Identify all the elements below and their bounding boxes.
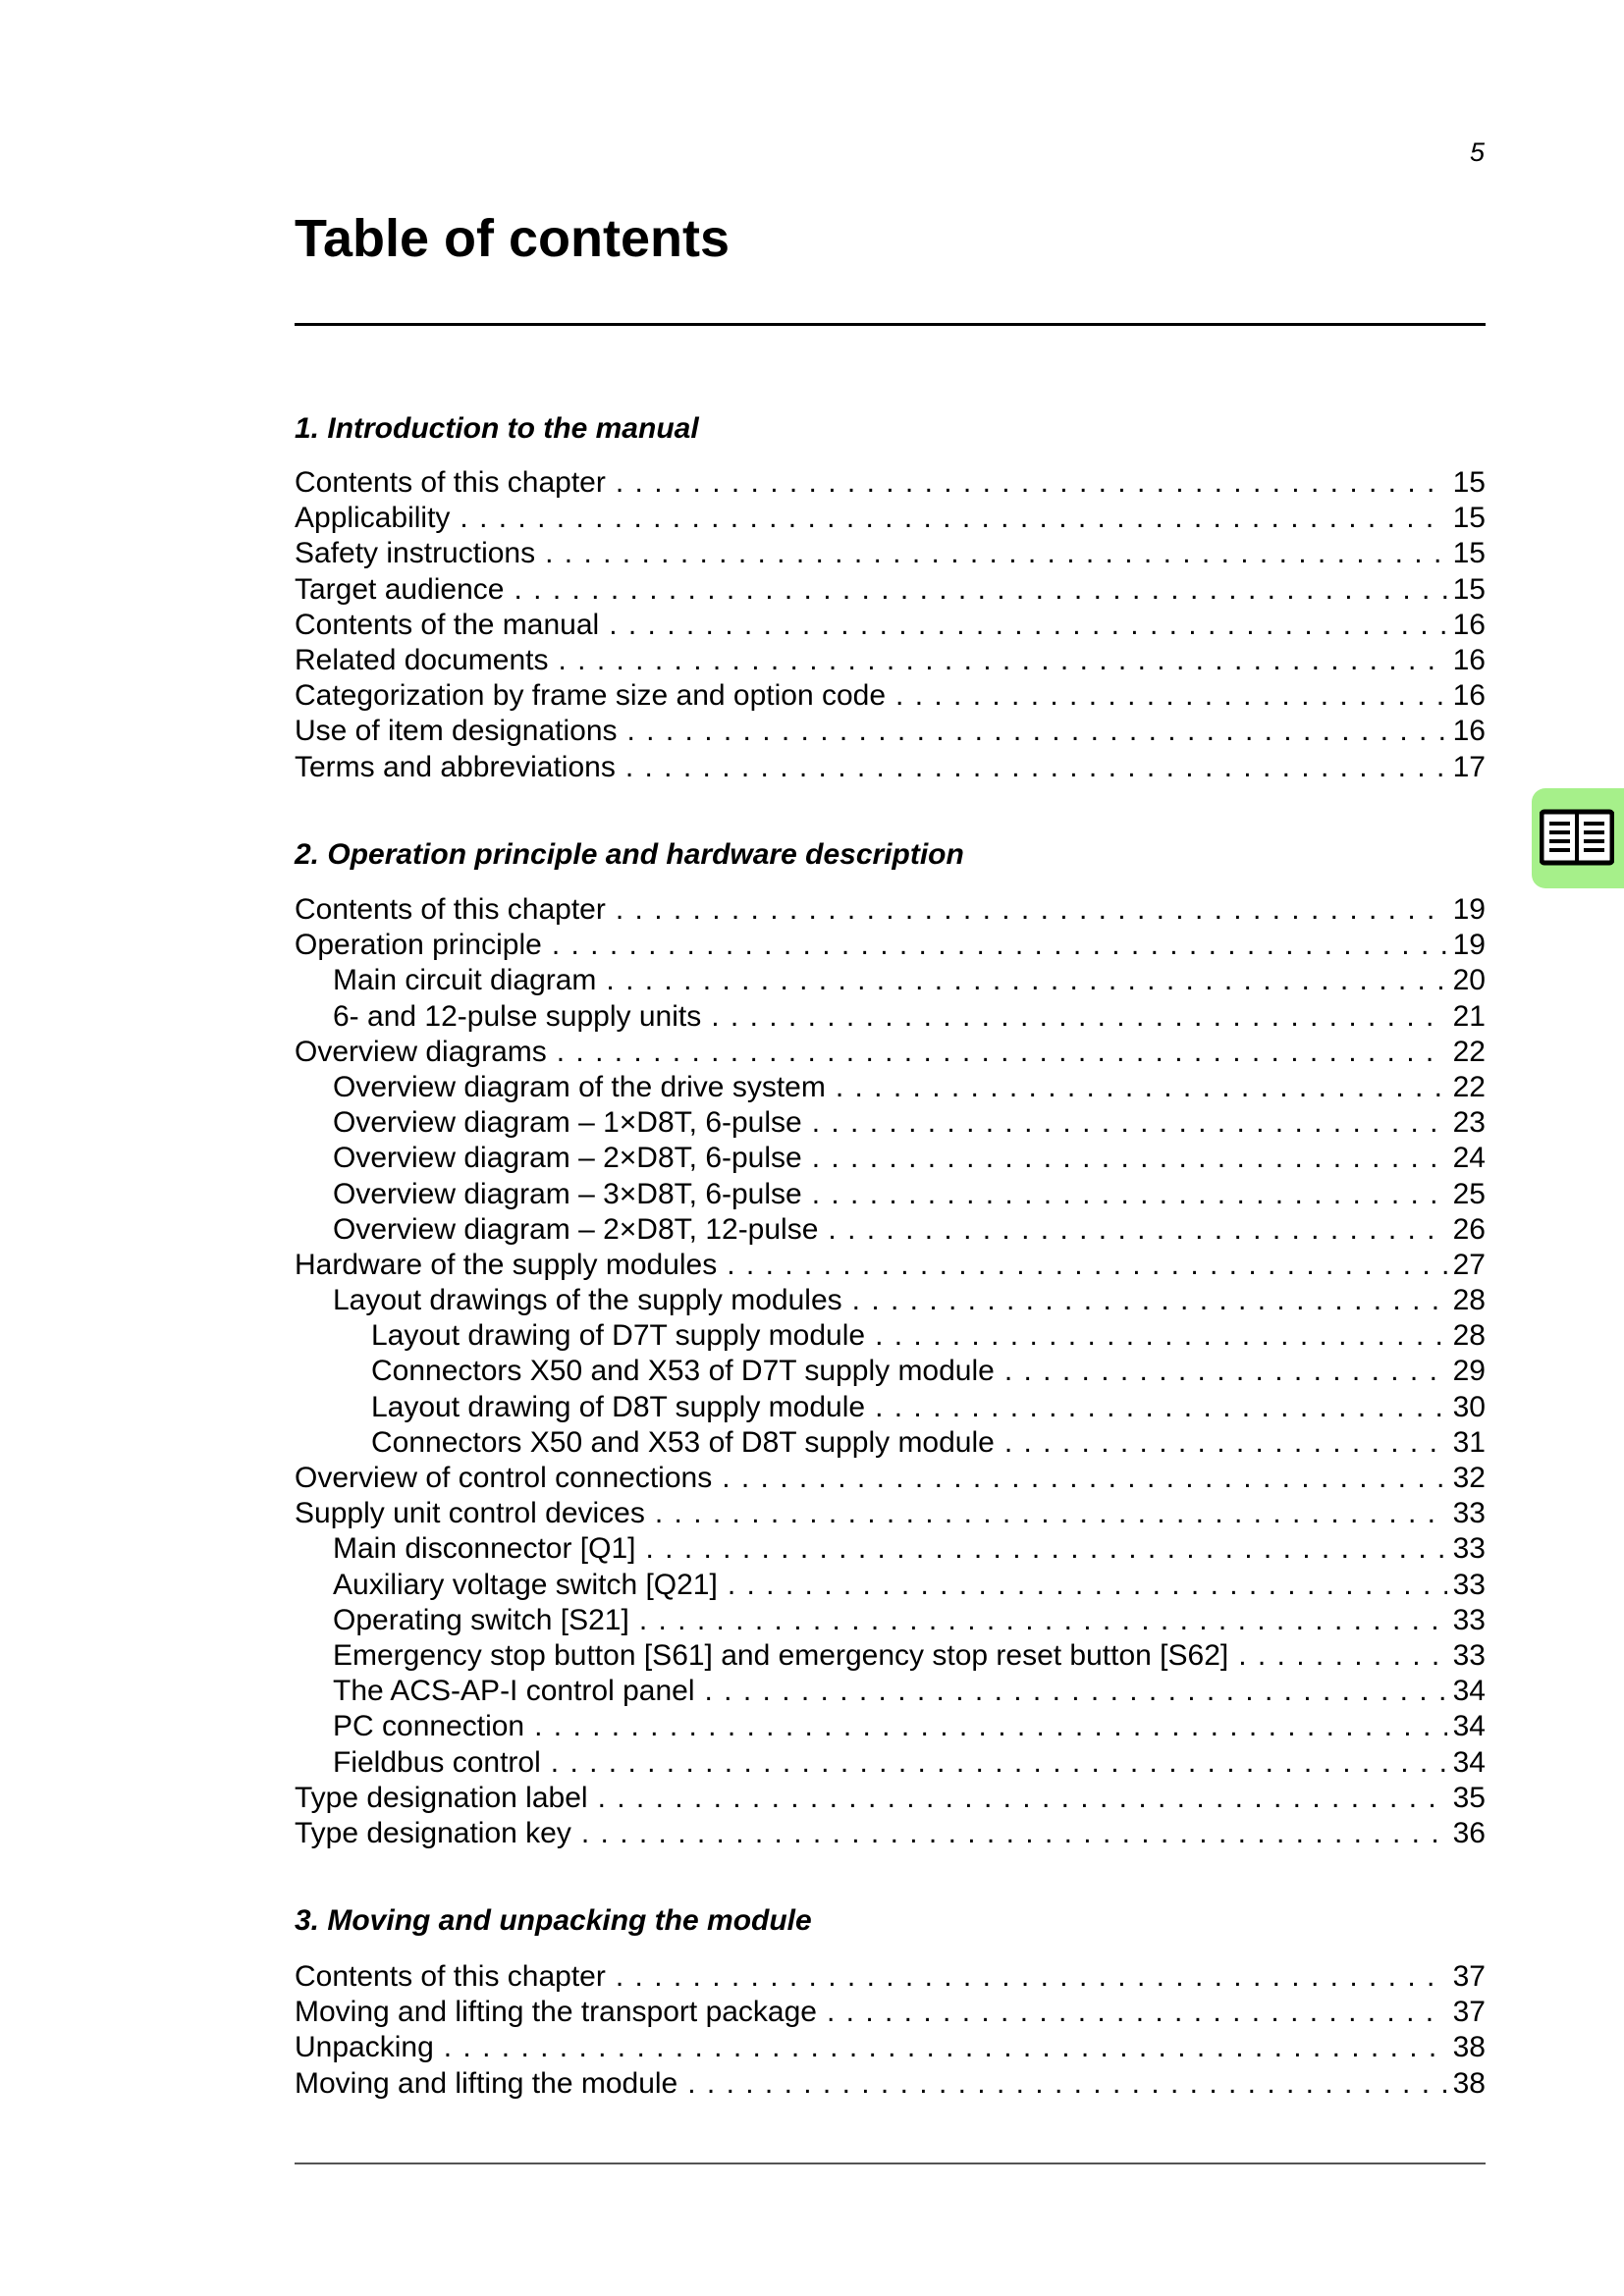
toc-entry-title: Layout drawing of D8T supply module bbox=[371, 1390, 866, 1423]
toc-entry-page: 19 bbox=[1452, 929, 1486, 962]
toc-entry[interactable] bbox=[295, 1959, 1486, 1995]
dot-leader bbox=[625, 750, 1447, 785]
toc-entry-page: 28 bbox=[1452, 1319, 1486, 1353]
dot-leader bbox=[559, 643, 1447, 678]
toc-entry-title: Overview diagram – 2×D8T, 12-pulse bbox=[333, 1212, 819, 1246]
toc-entry-page: 21 bbox=[1452, 999, 1486, 1033]
toc-entry-page: 30 bbox=[1452, 1390, 1486, 1423]
dot-leader bbox=[616, 892, 1447, 928]
toc-entry[interactable] bbox=[295, 1461, 1486, 1496]
dot-leader bbox=[609, 608, 1446, 643]
toc-entry-page: 33 bbox=[1452, 1603, 1486, 1636]
dot-leader bbox=[828, 1212, 1446, 1248]
toc-entry-title: Safety instructions bbox=[295, 537, 536, 570]
toc-entry[interactable] bbox=[295, 1531, 1486, 1567]
dot-leader bbox=[1004, 1354, 1447, 1389]
dot-leader bbox=[812, 1141, 1447, 1176]
dot-leader bbox=[711, 999, 1446, 1035]
toc-entry-title: Target audience bbox=[295, 572, 505, 606]
toc-entry-page: 24 bbox=[1452, 1142, 1486, 1175]
dot-leader bbox=[655, 1496, 1447, 1531]
title-rule bbox=[295, 323, 1486, 326]
toc-entry-page: 36 bbox=[1452, 1816, 1486, 1849]
toc-entry[interactable] bbox=[295, 1781, 1486, 1816]
toc-entry-page: 25 bbox=[1452, 1177, 1486, 1210]
dot-leader bbox=[639, 1603, 1447, 1638]
toc-entry[interactable] bbox=[295, 892, 1486, 928]
bottom-rule bbox=[295, 2163, 1486, 2164]
toc-entry-title: Emergency stop button [S61] and emergency stop reset button [S62] bbox=[333, 1638, 1229, 1672]
toc-entry-page: 15 bbox=[1452, 572, 1486, 606]
chapter-heading: 3. Moving and unpacking the module bbox=[295, 1904, 812, 1937]
dot-leader bbox=[534, 1709, 1447, 1744]
toc-entry-title: Fieldbus control bbox=[333, 1745, 541, 1779]
toc-entry-page: 29 bbox=[1452, 1355, 1486, 1388]
toc-entry-page: 31 bbox=[1452, 1425, 1486, 1459]
toc-entry[interactable] bbox=[295, 1141, 1486, 1176]
toc-entry-title: Main disconnector [Q1] bbox=[333, 1532, 636, 1566]
toc-entry-page: 37 bbox=[1452, 1960, 1486, 1993]
toc-entry[interactable] bbox=[295, 1035, 1486, 1070]
toc-entry-title: Overview diagram of the drive system bbox=[333, 1070, 826, 1103]
dot-leader bbox=[1238, 1638, 1446, 1674]
dot-leader bbox=[687, 2066, 1446, 2102]
toc-entry-page: 15 bbox=[1452, 537, 1486, 570]
dot-leader bbox=[645, 1531, 1446, 1567]
toc-entry[interactable] bbox=[295, 1354, 1486, 1389]
toc-entry[interactable] bbox=[295, 999, 1486, 1035]
toc-entry[interactable] bbox=[295, 1995, 1486, 2030]
toc-entry[interactable] bbox=[295, 2066, 1486, 2102]
toc-entry-page: 38 bbox=[1452, 2031, 1486, 2064]
toc-entry-page: 16 bbox=[1452, 679, 1486, 713]
page-title: Table of contents bbox=[295, 209, 731, 268]
toc-entry-page: 15 bbox=[1452, 502, 1486, 535]
toc-entry[interactable] bbox=[295, 928, 1486, 963]
toc-entry-title: The ACS-AP-I control panel bbox=[333, 1675, 695, 1708]
dot-leader bbox=[705, 1674, 1447, 1709]
toc-entry[interactable] bbox=[295, 1603, 1486, 1638]
dot-leader bbox=[551, 1745, 1447, 1781]
toc-entry-title: Related documents bbox=[295, 643, 549, 676]
dot-leader bbox=[895, 678, 1447, 714]
toc-list bbox=[295, 465, 1486, 785]
toc-entry-title: Contents of this chapter bbox=[295, 466, 606, 499]
toc-entry-page: 33 bbox=[1452, 1638, 1486, 1672]
toc-entry[interactable] bbox=[295, 1638, 1486, 1674]
toc-entry-page: 20 bbox=[1452, 964, 1486, 997]
dot-leader bbox=[552, 928, 1447, 963]
toc-entry-page: 22 bbox=[1452, 1035, 1486, 1068]
toc-entry[interactable] bbox=[295, 1318, 1486, 1354]
toc-entry-page: 22 bbox=[1452, 1070, 1486, 1103]
dot-leader bbox=[557, 1035, 1447, 1070]
toc-entry-title: Applicability bbox=[295, 502, 451, 535]
toc-entry-title: Overview diagram – 3×D8T, 6-pulse bbox=[333, 1177, 802, 1210]
dot-leader bbox=[727, 1248, 1446, 1283]
toc-entry[interactable] bbox=[295, 1745, 1486, 1781]
toc-entry-title: 6- and 12-pulse supply units bbox=[333, 999, 702, 1033]
toc-entry-page: 35 bbox=[1452, 1781, 1486, 1814]
toc-entry-title: Moving and lifting the module bbox=[295, 2066, 678, 2100]
dot-leader bbox=[852, 1283, 1447, 1318]
dot-leader bbox=[598, 1781, 1447, 1816]
toc-entry-title: Categorization by frame size and option code bbox=[295, 679, 887, 713]
toc-entry-page: 33 bbox=[1452, 1497, 1486, 1530]
toc-entry[interactable] bbox=[295, 1177, 1486, 1212]
toc-entry-title: Layout drawings of the supply modules bbox=[333, 1284, 842, 1317]
toc-entry-page: 28 bbox=[1452, 1284, 1486, 1317]
toc-entry[interactable] bbox=[295, 714, 1486, 749]
toc-entry[interactable] bbox=[295, 1070, 1486, 1105]
toc-entry[interactable] bbox=[295, 1105, 1486, 1141]
toc-entry[interactable] bbox=[295, 750, 1486, 785]
toc-entry-title: Layout drawing of D7T supply module bbox=[371, 1319, 866, 1353]
toc-entry-title: Operating switch [S21] bbox=[333, 1603, 629, 1636]
toc-entry-page: 37 bbox=[1452, 1996, 1486, 2029]
dot-leader bbox=[616, 465, 1447, 501]
toc-entry-page: 16 bbox=[1452, 715, 1486, 748]
toc-entry[interactable] bbox=[295, 1568, 1486, 1603]
chapter-heading: 1. Introduction to the manual bbox=[295, 412, 699, 445]
toc-entry-page: 34 bbox=[1452, 1675, 1486, 1708]
toc-entry[interactable] bbox=[295, 678, 1486, 714]
toc-entry-page: 33 bbox=[1452, 1532, 1486, 1566]
toc-entry[interactable] bbox=[295, 465, 1486, 501]
toc-entry[interactable] bbox=[295, 643, 1486, 678]
toc-entry-title: Overview diagrams bbox=[295, 1035, 547, 1068]
dot-leader bbox=[875, 1318, 1447, 1354]
toc-entry-title: Unpacking bbox=[295, 2031, 434, 2064]
toc-entry-page: 17 bbox=[1452, 750, 1486, 783]
dot-leader bbox=[1004, 1425, 1447, 1461]
dot-leader bbox=[514, 572, 1447, 608]
toc-entry-title: Operation principle bbox=[295, 929, 542, 962]
toc-entry[interactable] bbox=[295, 1283, 1486, 1318]
toc-entry[interactable] bbox=[295, 1248, 1486, 1283]
toc-entry-title: Moving and lifting the transport package bbox=[295, 1996, 817, 2029]
toc-list bbox=[295, 1959, 1486, 2102]
toc-entry[interactable] bbox=[295, 2030, 1486, 2065]
toc-entry-page: 32 bbox=[1452, 1462, 1486, 1494]
toc-entry-title: Supply unit control devices bbox=[295, 1497, 645, 1530]
toc-entry-title: Contents of this chapter bbox=[295, 893, 606, 926]
toc-entry[interactable] bbox=[295, 1709, 1486, 1744]
toc-entry[interactable] bbox=[295, 1674, 1486, 1709]
toc-entry-page: 34 bbox=[1452, 1745, 1486, 1779]
toc-entry-title: Terms and abbreviations bbox=[295, 750, 616, 783]
toc-entry-title: Overview diagram – 1×D8T, 6-pulse bbox=[333, 1106, 802, 1140]
toc-entry-title: Type designation label bbox=[295, 1781, 588, 1814]
toc-entry[interactable] bbox=[295, 963, 1486, 998]
toc-entry-title: Overview of control connections bbox=[295, 1462, 713, 1494]
toc-entry-page: 34 bbox=[1452, 1710, 1486, 1743]
dot-leader bbox=[460, 501, 1446, 536]
chapter-heading: 2. Operation principle and hardware description bbox=[295, 838, 964, 871]
dot-leader bbox=[581, 1816, 1447, 1851]
toc-entry[interactable] bbox=[295, 608, 1486, 643]
toc-entry[interactable] bbox=[295, 501, 1486, 536]
toc-entry[interactable] bbox=[295, 1425, 1486, 1461]
dot-leader bbox=[728, 1568, 1447, 1603]
dot-leader bbox=[722, 1461, 1446, 1496]
dot-leader bbox=[875, 1390, 1447, 1425]
toc-entry-title: Auxiliary voltage switch [Q21] bbox=[333, 1568, 718, 1601]
toc-entry[interactable] bbox=[295, 572, 1486, 608]
toc-entry-page: 27 bbox=[1452, 1248, 1486, 1281]
dot-leader bbox=[606, 963, 1446, 998]
toc-entry-title: Contents of the manual bbox=[295, 608, 600, 641]
toc-entry-page: 15 bbox=[1452, 466, 1486, 499]
toc-entry-page: 23 bbox=[1452, 1106, 1486, 1140]
dot-leader bbox=[444, 2030, 1447, 2065]
dot-leader bbox=[827, 1995, 1447, 2030]
dot-leader bbox=[812, 1105, 1447, 1141]
toc-entry-page: 16 bbox=[1452, 643, 1486, 676]
toc-entry[interactable] bbox=[295, 1496, 1486, 1531]
toc-entry-page: 16 bbox=[1452, 608, 1486, 641]
chapter-tab bbox=[1532, 788, 1624, 888]
book-icon bbox=[1540, 808, 1614, 872]
toc-entry-page: 26 bbox=[1452, 1212, 1486, 1246]
toc-entry-page: 38 bbox=[1452, 2066, 1486, 2100]
dot-leader bbox=[836, 1070, 1447, 1105]
toc-entry-title: Use of item designations bbox=[295, 715, 618, 748]
toc-entry-page: 33 bbox=[1452, 1568, 1486, 1601]
toc-entry[interactable] bbox=[295, 1390, 1486, 1425]
toc-entry-title: PC connection bbox=[333, 1710, 525, 1743]
toc-list bbox=[295, 892, 1486, 1851]
toc-entry[interactable] bbox=[295, 1816, 1486, 1851]
dot-leader bbox=[616, 1959, 1447, 1995]
toc-entry-title: Overview diagram – 2×D8T, 6-pulse bbox=[333, 1142, 802, 1175]
toc-entry-title: Hardware of the supply modules bbox=[295, 1248, 718, 1281]
dot-leader bbox=[545, 536, 1447, 571]
toc-entry[interactable] bbox=[295, 1212, 1486, 1248]
toc-entry-title: Main circuit diagram bbox=[333, 964, 597, 997]
page-number: 5 bbox=[1469, 137, 1485, 167]
toc-entry[interactable] bbox=[295, 536, 1486, 571]
dot-leader bbox=[627, 714, 1447, 749]
toc-entry-title: Connectors X50 and X53 of D7T supply module bbox=[371, 1355, 995, 1388]
toc-entry-title: Type designation key bbox=[295, 1816, 571, 1849]
dot-leader bbox=[812, 1177, 1447, 1212]
toc-entry-title: Connectors X50 and X53 of D8T supply module bbox=[371, 1425, 995, 1459]
toc-entry-title: Contents of this chapter bbox=[295, 1960, 606, 1993]
toc-entry-page: 19 bbox=[1452, 893, 1486, 926]
